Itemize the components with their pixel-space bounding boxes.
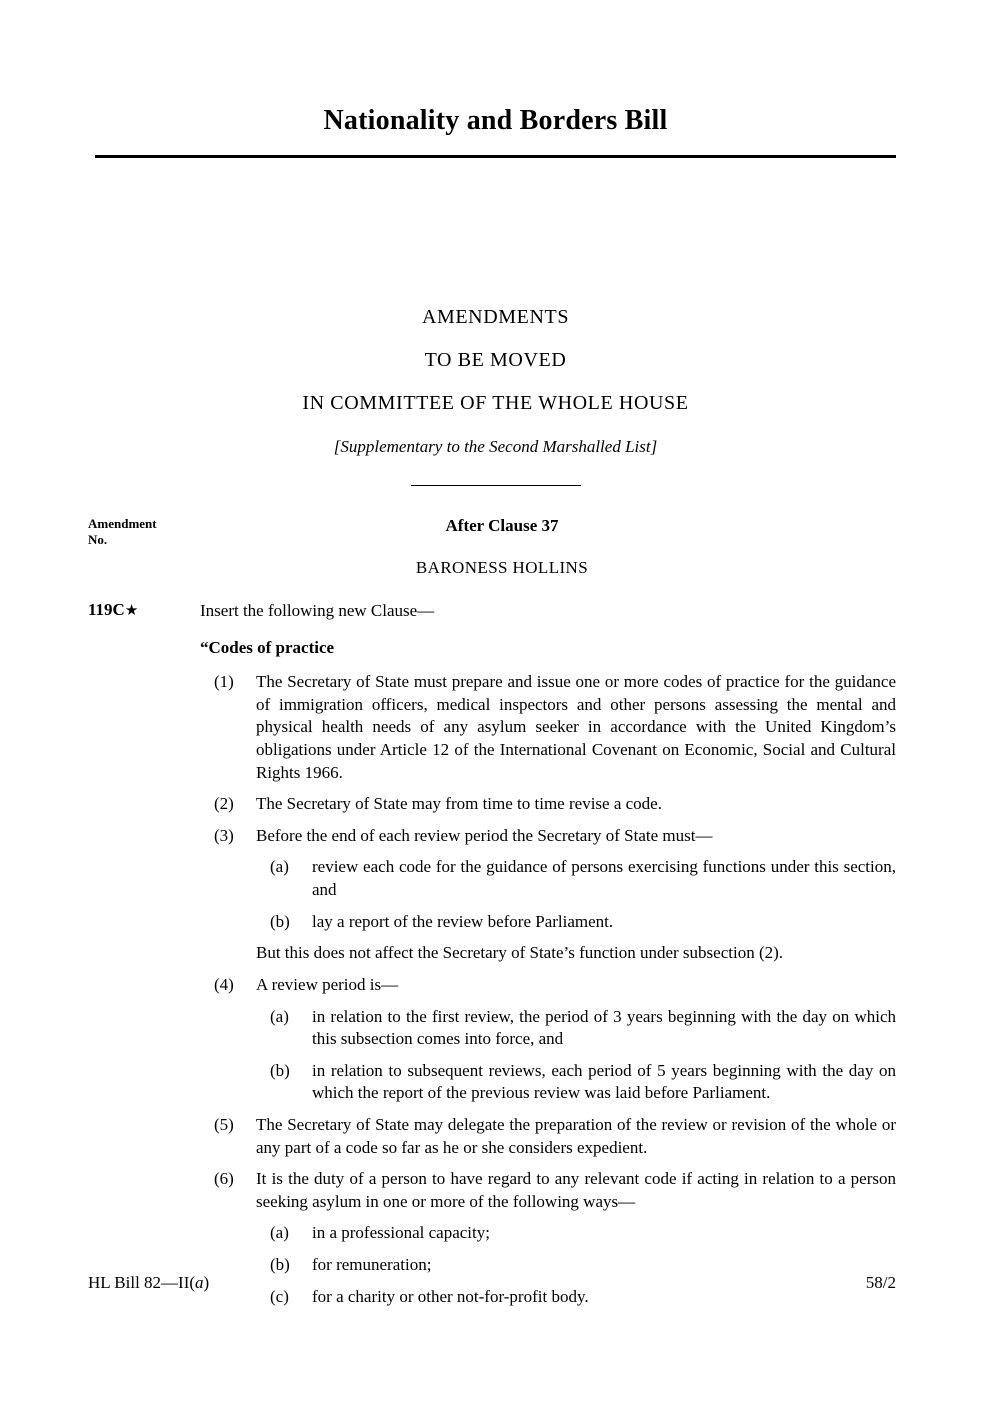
new-clause-heading: “Codes of practice <box>200 637 335 657</box>
paragraph-text: The Secretary of State may from time to time revise a code. <box>256 794 662 814</box>
paragraph-4 <box>200 974 896 997</box>
amendment-row <box>88 600 896 1308</box>
amendment-no-label: Amendment No. <box>88 516 157 548</box>
paragraph-marker: (4) <box>214 974 234 994</box>
paragraph-text: A review period is— <box>256 974 399 994</box>
subparagraph-marker: (b) <box>270 1255 290 1275</box>
supplementary-note: [Supplementary to the Second Marshalled List] <box>333 437 658 456</box>
paragraph-6 <box>200 1168 896 1213</box>
subparagraph-text: in relation to subsequent reviews, each period of 5 years beginning with the day on which the report of the previous review was laid before Parliament. <box>312 1060 896 1103</box>
paragraph-text: The Secretary of State may delegate the preparation of the review or revision of the whole or any part of a code so far as he or she considers expedient. <box>256 1114 896 1157</box>
heading-line-to-be-moved: TO BE MOVED <box>424 349 567 371</box>
subparagraph-marker: (c) <box>270 1286 289 1306</box>
paragraph-marker: (2) <box>214 794 234 814</box>
subparagraph-text: for a charity or other not-for-profit body. <box>312 1286 589 1306</box>
subparagraph-3b <box>200 911 896 934</box>
heading-line-amendments: AMENDMENTS <box>421 306 570 328</box>
amendment-number-text: 119C <box>88 600 125 619</box>
subparagraph-3a <box>200 856 896 901</box>
page-title: Nationality and Borders Bill <box>323 105 668 136</box>
paragraph-text: Before the end of each review period the Secretary of State must— <box>256 825 713 845</box>
title-divider <box>95 155 896 158</box>
amendment-body <box>200 600 896 1308</box>
paragraph-5 <box>200 1114 896 1159</box>
footer-page-number: 58/2 <box>865 1273 896 1292</box>
subparagraph-marker: (a) <box>270 1223 289 1243</box>
star-icon: ★ <box>124 603 139 619</box>
subparagraph-marker: (b) <box>270 911 290 931</box>
subparagraph-6a <box>200 1222 896 1245</box>
paragraph-text: It is the duty of a person to have regard to any relevant code if acting in relation to a person seeking asylum in one or more of the following ways— <box>256 1169 896 1211</box>
paragraph-marker: (6) <box>214 1169 234 1189</box>
subparagraph-text: in relation to the first review, the period of 3 years beginning with the day on which this subsection comes into force, and <box>312 1006 896 1049</box>
subparagraph-text: for remuneration; <box>312 1255 432 1275</box>
paragraph-1 <box>200 671 896 784</box>
subparagraph-4a <box>200 1006 896 1051</box>
heading-line-committee: IN COMMITTEE OF THE WHOLE HOUSE <box>302 392 689 414</box>
section-divider <box>411 485 581 486</box>
paragraph-text: The Secretary of State must prepare and issue one or more codes of practice for the guidance of immigration officers, medical inspectors and other persons assessing the mental and physical health needs of any asylum seeker in accordance with the United Kingdom’s obligations under Article 12 of the International Covenant on Economic, Social and Cultural Rights 1966. <box>256 672 896 782</box>
subparagraph-marker: (a) <box>270 857 289 877</box>
member-name: BARONESS HOLLINS <box>415 558 589 577</box>
amendment-number <box>88 600 198 620</box>
subparagraph-text: review each code for the guidance of persons exercising functions under this section, and <box>312 857 896 900</box>
heading-block <box>0 306 991 486</box>
paragraph-2 <box>200 793 896 816</box>
paragraph-marker: (1) <box>214 672 234 692</box>
subparagraph-text: in a professional capacity; <box>312 1223 490 1243</box>
paragraph-3 <box>200 825 896 848</box>
subparagraph-marker: (a) <box>270 1006 289 1026</box>
paragraph-marker: (3) <box>214 825 234 845</box>
paragraph-marker: (5) <box>214 1114 234 1134</box>
subparagraph-4b <box>200 1060 896 1105</box>
subparagraph-marker: (b) <box>270 1060 290 1080</box>
page-footer <box>88 1273 896 1293</box>
paragraph-3-trailing: But this does not affect the Secretary of State’s function under subsection (2). <box>256 943 784 963</box>
footer-bill-reference: HL Bill 82—II(a) <box>88 1273 210 1292</box>
subparagraph-text: lay a report of the review before Parliament. <box>312 911 614 931</box>
amendments-content <box>0 516 991 1308</box>
clause-heading: After Clause 37 <box>445 516 559 535</box>
insert-instruction: Insert the following new Clause— <box>200 601 435 620</box>
